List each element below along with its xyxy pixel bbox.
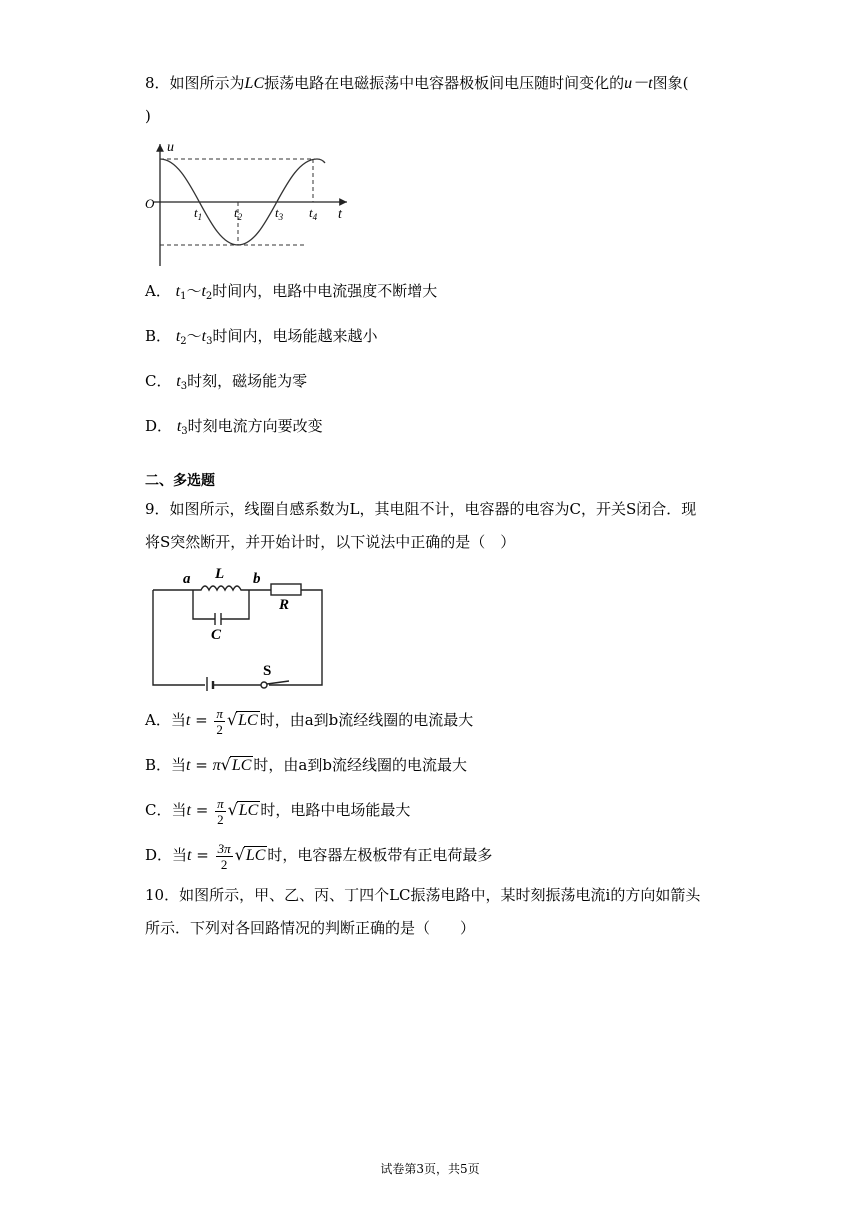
t4-label: $t_4$ (309, 205, 318, 222)
t-axis-label: t (338, 207, 342, 222)
page-footer: 试卷第3页，共5页 (380, 1162, 480, 1176)
q10-stem-line1: 10．如图所示，甲、乙、丙、丁四个LC振荡电路中，某时刻振荡电流i的方向如箭头 (145, 886, 701, 904)
switch-lever (267, 681, 289, 684)
circuit-wire-left (153, 590, 205, 685)
q8-ut-graph (142, 138, 362, 268)
label-C: C (211, 627, 222, 643)
label-L: L (215, 566, 225, 582)
label-S: S (263, 663, 272, 679)
section-heading: 二、多选题 (145, 473, 215, 489)
q8-option-c: C． $t_3$时刻，磁场能为零 (145, 372, 308, 392)
q9-option-c: C．当t = $\frac{\pi}{2}$ √LC 时，电路中电场能最大 (145, 795, 411, 827)
label-b: b (253, 571, 261, 587)
q10-stem-line2: 所示．下列对各回路情况的判断正确的是（ ） (145, 919, 476, 937)
coil-inductor (193, 586, 249, 590)
q9-option-d: D．当t = $\frac{3\pi}{2}$ √LC 时，电容器左极板带有正电荷最多 (145, 840, 493, 872)
label-R: R (279, 597, 290, 613)
q8-stem: 8．如图所示为LC振荡电路在电磁振荡中电容器极板间电压随时间变化的u－t图象( (145, 74, 689, 92)
circuit-wire-right (269, 590, 322, 685)
switch-contact (261, 682, 267, 688)
q9-circuit-diagram (145, 563, 335, 691)
q8-stem-close: ) (145, 107, 151, 125)
q9-stem-line1: 9．如图所示，线圈自感系数为L，其电阻不计，电容器的电容为C，开关S闭合．现 (145, 500, 697, 518)
origin-label: O (145, 196, 155, 211)
t1-label: $t_1$ (194, 205, 203, 222)
q8-option-b: B． $t_2\sim t_3$时间内，电场能越来越小 (145, 327, 378, 347)
t2-label: $t_2$ (234, 205, 243, 222)
q9-option-a: A．当t = $\frac{\pi}{2}$ √LC 时，由a到b流经线圈的电流最大 (145, 705, 474, 737)
q8-option-a: A． $t_1\sim t_2$时间内，电路中电流强度不断增大 (145, 282, 438, 302)
t3-label: $t_3$ (275, 205, 284, 222)
label-a: a (183, 571, 191, 587)
resistor (271, 584, 301, 595)
q8-option-d: D． $t_3$时刻电流方向要改变 (145, 417, 323, 437)
u-label: u (167, 140, 174, 155)
q9-stem-line2: 将S突然断开，并开始计时，以下说法中正确的是（ ） (145, 533, 516, 551)
q9-option-b: B．当t = π√LC 时，由a到b流经线圈的电流最大 (145, 755, 467, 774)
